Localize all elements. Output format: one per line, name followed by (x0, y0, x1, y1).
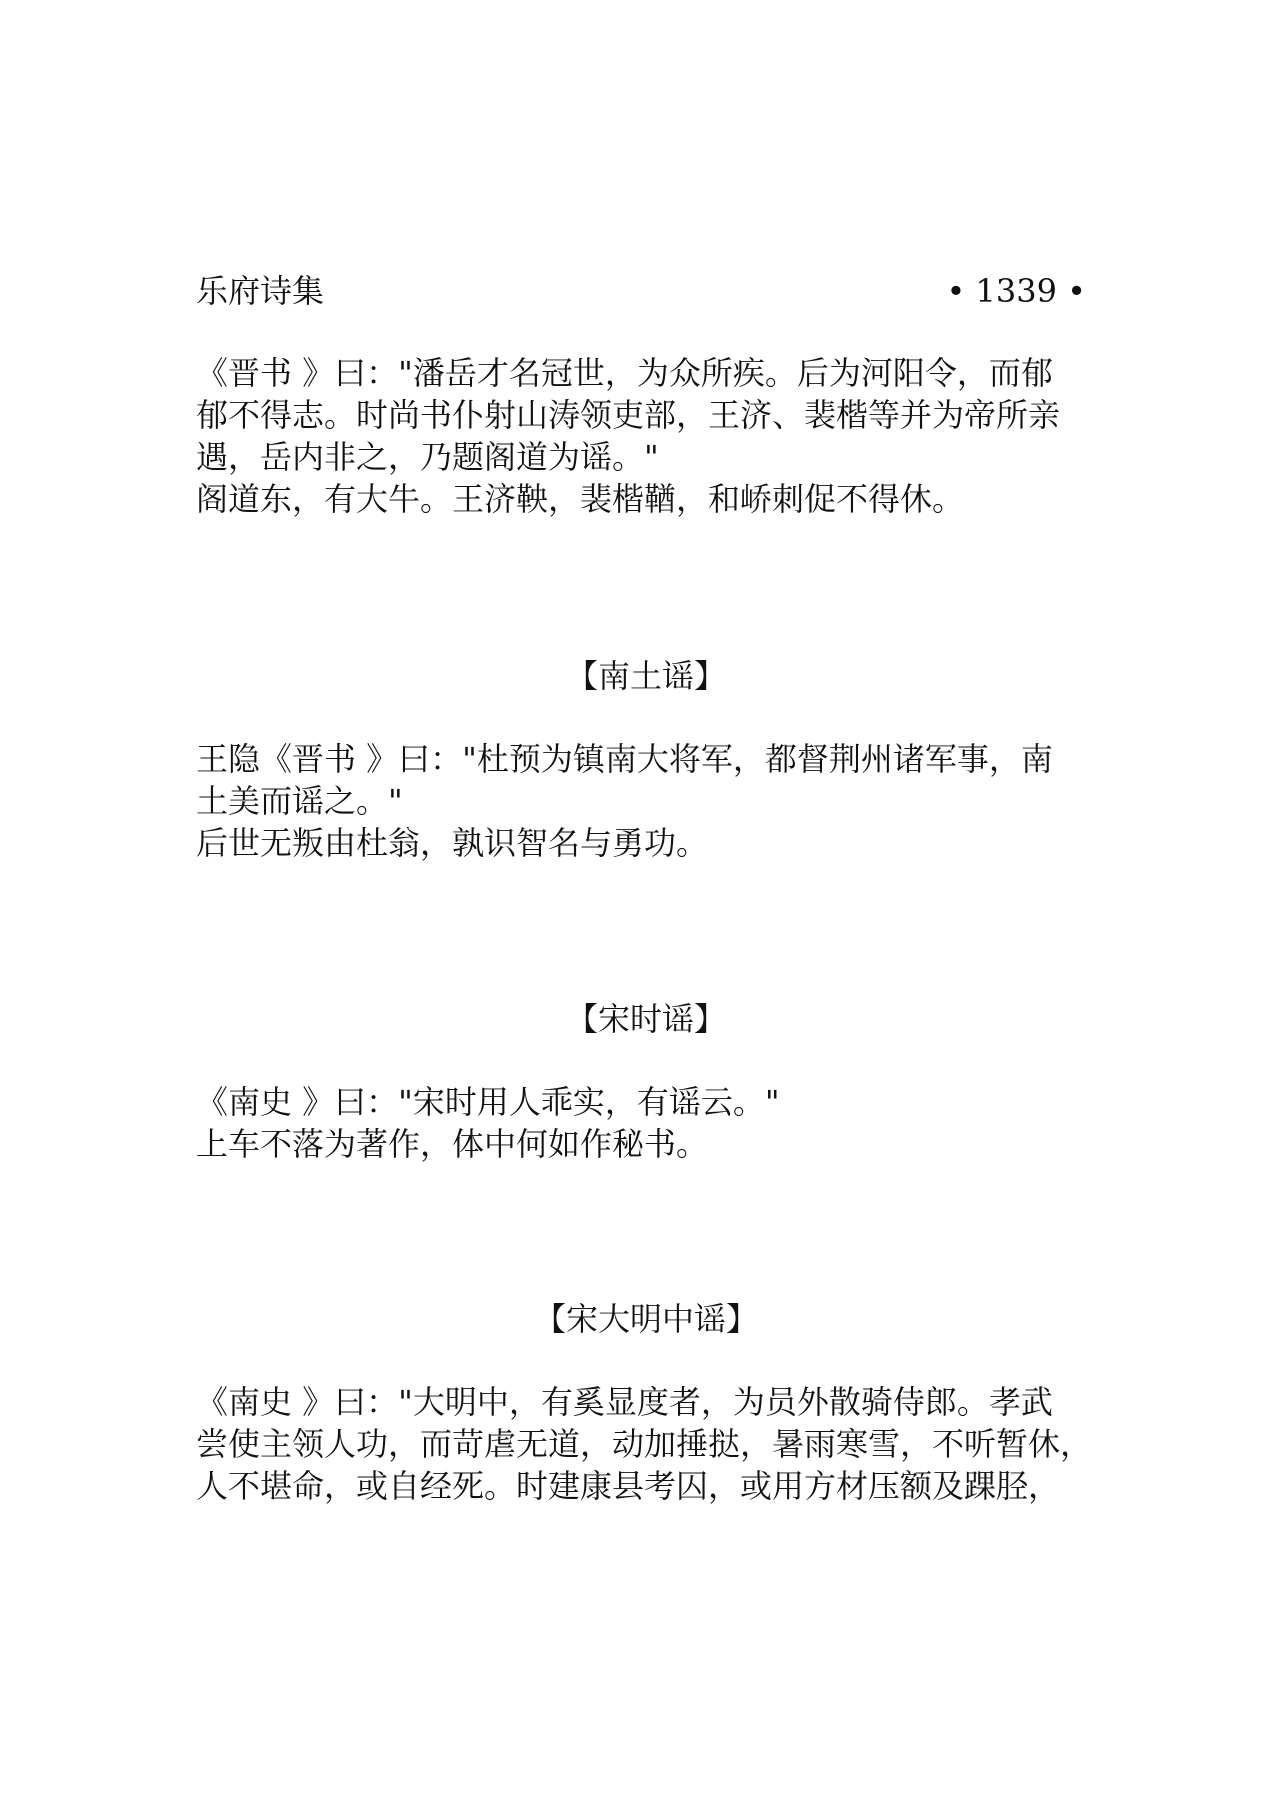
text-line: 尝使主领人功，而苛虐无道，动加捶挞，暑雨寒雪，不听暂休， (196, 1425, 1093, 1463)
text-line: 《南史 》曰："宋时用人乖实，有谣云。" (196, 1083, 780, 1121)
page-header (196, 266, 1086, 316)
text-line: 土美而谣之。" (196, 782, 403, 820)
page-number: • 1339 • (946, 272, 1086, 310)
section-title: 【宋大明中谣】 (533, 1300, 758, 1338)
section-paragraph (196, 738, 1096, 864)
section-paragraph (196, 1381, 1096, 1507)
section-paragraph (196, 1081, 1096, 1165)
book-title: 乐府诗集 (196, 272, 325, 310)
section-title: 【宋时谣】 (565, 1000, 726, 1038)
text-line: 人不堪命，或自经死。时建康县考囚，或用方材压额及踝胫， (196, 1467, 1061, 1505)
verse-line: 阁道东，有大牛。王济鞅，裴楷鞧，和峤刺促不得休。 (196, 480, 965, 518)
text-line: 《南史 》曰："大明中，有奚显度者，为员外散骑侍郎。孝武 (196, 1383, 1053, 1421)
text-line: 《晋书 》曰："潘岳才名冠世，为众所疾。后为河阳令，而郁 (196, 354, 1053, 392)
intro-paragraph (196, 352, 1096, 520)
text-line: 郁不得志。时尚书仆射山涛领吏部，王济、裴楷等并为帝所亲 (196, 396, 1061, 434)
verse-line: 后世无叛由杜翁，孰识智名与勇功。 (196, 824, 709, 862)
section-title: 【南土谣】 (565, 657, 726, 695)
text-line: 遇，岳内非之，乃题阁道为谣。" (196, 438, 659, 476)
text-line: 王隐《晋书 》曰："杜预为镇南大将军，都督荆州诸军事，南 (196, 740, 1053, 778)
verse-line: 上车不落为著作，体中何如作秘书。 (196, 1125, 709, 1163)
